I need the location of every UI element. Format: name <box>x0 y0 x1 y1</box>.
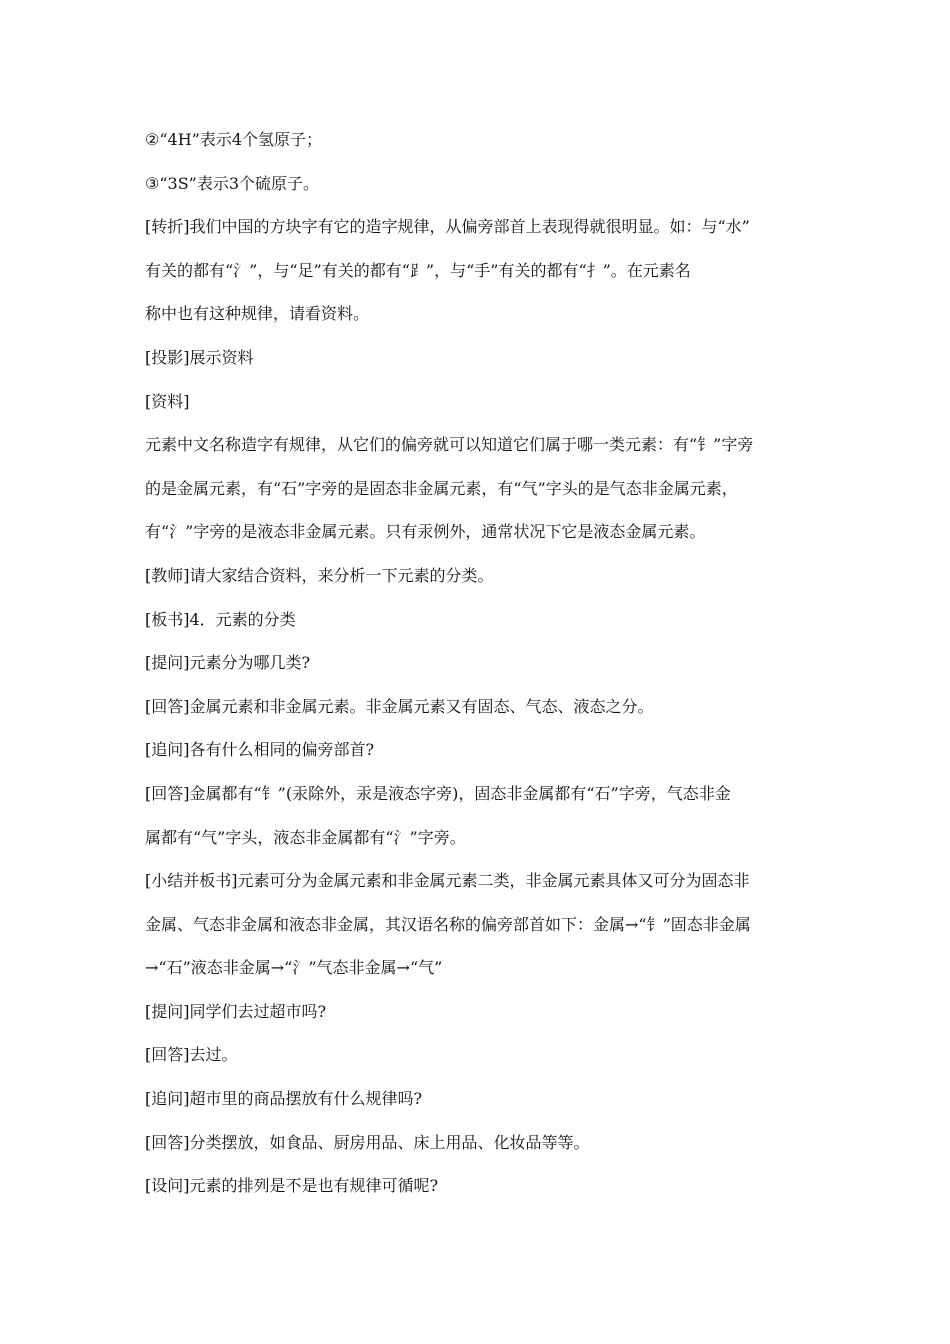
text-line: [转折]我们中国的方块字有它的造字规律，从偏旁部首上表现得就很明显。如：与“水” <box>145 217 750 237</box>
text-line: [板书]4．元素的分类 <box>145 609 296 629</box>
text-line: ②“4H”表示4个氢原子； <box>145 130 323 149</box>
text-line: 属都有“气”字头，液态非金属都有“氵”字旁。 <box>145 827 466 847</box>
text-line: 的是金属元素，有“石”字旁的是固态非金属元素，有“气”字头的是气态非金属元素， <box>145 478 738 498</box>
text-line: [提问]元素分为哪几类? <box>145 653 311 673</box>
text-line: [追问]超市里的商品摆放有什么规律吗? <box>145 1089 423 1109</box>
text-line: [回答]分类摆放，如食品、厨房用品、床上用品、化妆品等等。 <box>145 1132 590 1152</box>
text-line: [提问]同学们去过超市吗? <box>145 1001 327 1021</box>
text-line: 有“氵”字旁的是液态非金属元素。只有汞例外，通常状况下它是液态金属元素。 <box>145 522 706 542</box>
text-line: 有关的都有“氵”，与“足”有关的都有“⻊”，与“手”有关的都有“扌”。在元素名 <box>145 260 691 280</box>
text-line: [追问]各有什么相同的偏旁部首? <box>145 740 375 760</box>
text-line: ③“3S”表示3个硫原子。 <box>145 173 320 193</box>
document-body <box>145 118 805 1208</box>
text-line: →“石”液态非金属→“氵”气态非金属→“气” <box>145 958 443 978</box>
text-line: [小结并板书]元素可分为金属元素和非金属元素二类，非金属元素具体又可分为固态非 <box>145 871 750 891</box>
text-line: [资料] <box>145 391 190 411</box>
text-line: [回答]去过。 <box>145 1045 238 1065</box>
text-line: 称中也有这种规律，请看资料。 <box>145 304 370 324</box>
text-line: 金属、气态非金属和液态非金属，其汉语名称的偏旁部首如下：金属→“钅”固态非金属 <box>145 914 751 934</box>
text-line: [投影]展示资料 <box>145 347 254 367</box>
text-line: 元素中文名称造字有规律，从它们的偏旁就可以知道它们属于哪一类元素：有“钅”字旁 <box>145 435 754 455</box>
text-line: [回答]金属都有“钅”(汞除外，汞是液态字旁)，固态非金属都有“石”字旁，气态非金 <box>145 783 731 803</box>
text-line: [教师]请大家结合资料，来分析一下元素的分类。 <box>145 565 494 585</box>
text-line: [设问]元素的排列是不是也有规律可循呢? <box>145 1176 439 1196</box>
text-line: [回答]金属元素和非金属元素。非金属元素又有固态、气态、液态之分。 <box>145 696 654 716</box>
